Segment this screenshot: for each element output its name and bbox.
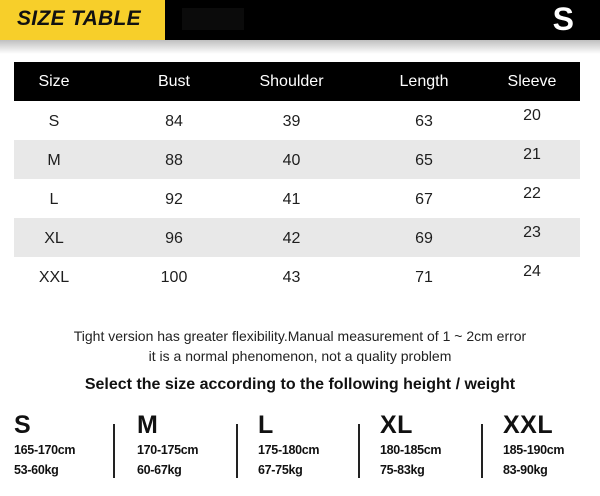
table-row xyxy=(14,257,580,296)
cell-sleeve: 22 xyxy=(523,185,541,202)
cell-length: 71 xyxy=(415,269,433,286)
guide-height: 185-190cm xyxy=(503,443,565,457)
cell-bust: 84 xyxy=(165,113,183,130)
cell-length: 69 xyxy=(415,230,433,247)
guide-divider xyxy=(113,424,115,478)
cell-shoulder: 39 xyxy=(282,113,301,130)
selected-size-label: S xyxy=(552,1,574,37)
cell-bust: 88 xyxy=(165,152,183,169)
cell-bust: 92 xyxy=(165,191,183,208)
guide-weight: 83-90kg xyxy=(503,463,548,477)
cell-shoulder: 42 xyxy=(282,230,301,247)
cell-sleeve: 23 xyxy=(523,224,541,241)
cell-length: 67 xyxy=(415,191,433,208)
guide-size-label: M xyxy=(137,411,159,439)
guide-height: 175-180cm xyxy=(258,443,320,457)
header-shadow xyxy=(0,40,600,54)
size-guide xyxy=(0,410,600,490)
guide-divider xyxy=(481,424,483,478)
header-decoration xyxy=(182,8,244,30)
guide-weight: 53-60kg xyxy=(14,463,59,477)
guide-item-s xyxy=(14,410,75,480)
cell-size: XXL xyxy=(38,269,70,286)
page-title: SIZE TABLE xyxy=(17,7,141,30)
cell-bust: 96 xyxy=(165,230,183,247)
guide-item-l xyxy=(258,410,319,480)
guide-divider xyxy=(358,424,360,478)
measurement-note-continued: it is a normal phenomenon, not a quality problem xyxy=(148,348,452,364)
cell-size: M xyxy=(47,152,61,169)
cell-sleeve: 21 xyxy=(523,146,541,163)
table-row xyxy=(14,101,580,140)
guide-height: 170-175cm xyxy=(137,443,199,457)
column-header-length: Length xyxy=(399,73,449,90)
guide-height: 165-170cm xyxy=(14,443,76,457)
table-row xyxy=(14,179,580,218)
table-header xyxy=(14,62,580,101)
cell-sleeve: 24 xyxy=(523,263,541,280)
cell-length: 65 xyxy=(415,152,433,169)
cell-shoulder: 40 xyxy=(282,152,301,169)
cell-size: L xyxy=(49,191,59,208)
guide-item-xxl xyxy=(503,410,564,480)
column-header-shoulder: Shoulder xyxy=(259,73,324,90)
guide-size-label: L xyxy=(258,411,274,439)
cell-shoulder: 43 xyxy=(282,269,301,286)
guide-item-m xyxy=(137,410,198,480)
guide-weight: 67-75kg xyxy=(258,463,303,477)
title-tab xyxy=(0,0,165,40)
size-guide-title: Select the size according to the following height / weight xyxy=(84,376,516,393)
measurement-note: Tight version has greater flexibility.Manual measurement of 1 ~ 2cm error xyxy=(73,328,527,344)
cell-length: 63 xyxy=(415,113,433,130)
table-row xyxy=(14,218,580,257)
size-table xyxy=(14,62,580,296)
guide-size-label: XL xyxy=(380,411,413,439)
column-header-bust: Bust xyxy=(157,73,190,90)
cell-size: S xyxy=(48,113,60,130)
cell-sleeve: 20 xyxy=(523,107,541,124)
guide-divider xyxy=(236,424,238,478)
guide-height: 180-185cm xyxy=(380,443,442,457)
header-bar xyxy=(0,0,600,40)
column-header-size: Size xyxy=(38,73,70,90)
guide-size-label: S xyxy=(14,411,32,439)
guide-size-label: XXL xyxy=(503,411,554,439)
guide-weight: 60-67kg xyxy=(137,463,182,477)
column-header-sleeve: Sleeve xyxy=(507,73,557,90)
guide-item-xl xyxy=(380,410,441,480)
cell-shoulder: 41 xyxy=(282,191,301,208)
cell-bust: 100 xyxy=(160,269,188,286)
guide-weight: 75-83kg xyxy=(380,463,425,477)
cell-size: XL xyxy=(44,230,64,247)
table-row xyxy=(14,140,580,179)
